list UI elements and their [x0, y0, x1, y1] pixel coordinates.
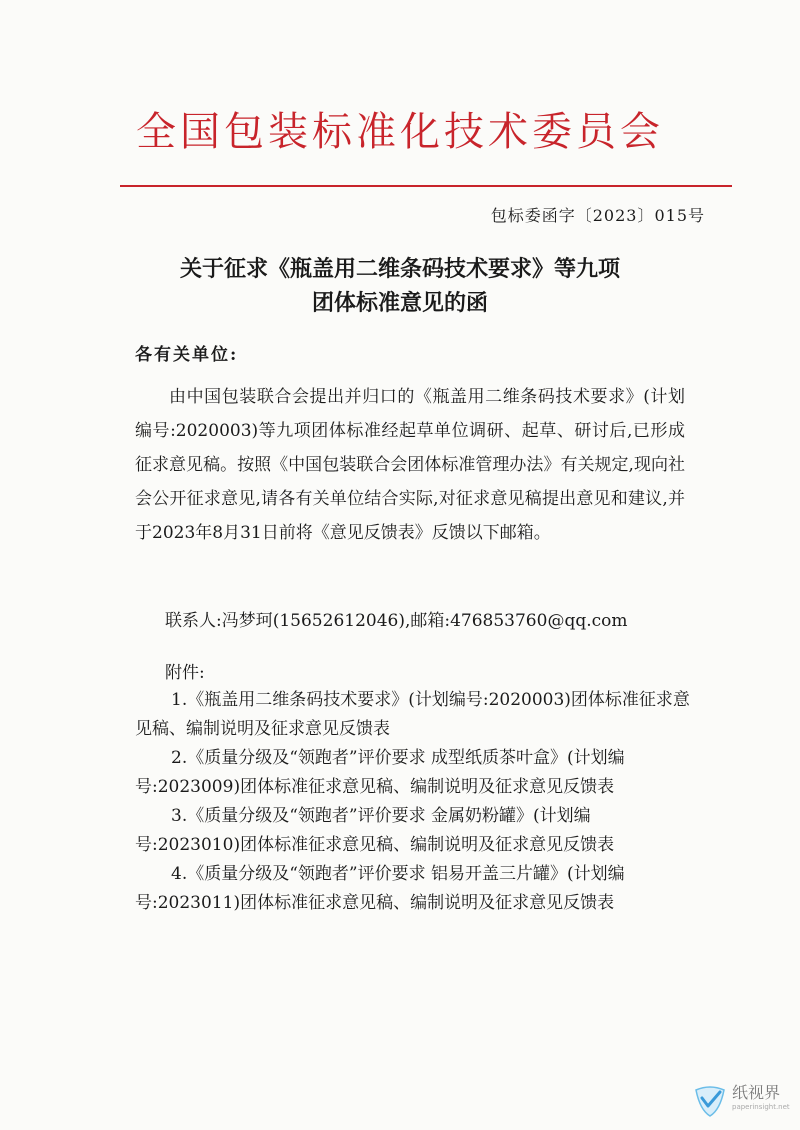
salutation: 各有关单位:: [135, 345, 239, 365]
watermark-name: 纸视界: [732, 1083, 781, 1102]
paperinsight-logo-icon: [690, 1080, 730, 1120]
attachments-list: [135, 686, 695, 918]
letter-body: 由中国包装联合会提出并归口的《瓶盖用二维条码技术要求》(计划编号:2020003)等九项团体标准经起草单位调研、起草、研讨后,已形成征求意见稿。按照《中国包装联合会团体标准管理办法》有关规定,现向社会公开征求意见,请各有关单位结合实际,对征求意见稿提出意见和建议,并于2023年8月31日前将《意见反馈表》反馈以下邮箱。: [135, 387, 685, 543]
document-number: 包标委函字〔2023〕015号: [490, 206, 705, 225]
watermark: [690, 1080, 790, 1120]
attachment-item-3: 3.《质量分级及“领跑者”评价要求 金属奶粉罐》(计划编号:2023010)团体标准征求意见稿、编制说明及征求意见反馈表: [135, 806, 615, 855]
attachment-item-4: 4.《质量分级及“领跑者”评价要求 铝易开盖三片罐》(计划编号:2023011)团体标准征求意见稿、编制说明及征求意见反馈表: [135, 864, 625, 913]
attachments-label: 附件:: [165, 663, 205, 683]
organization-header: 全国包装标准化技术委员会: [136, 109, 664, 155]
attachment-item-1: 1.《瓶盖用二维条码技术要求》(计划编号:2020003)团体标准征求意见稿、编制说明及征求意见反馈表: [135, 690, 690, 739]
title-line-2: 团体标准意见的函: [311, 291, 488, 316]
attachment-item-2: 2.《质量分级及“领跑者”评价要求 成型纸质茶叶盒》(计划编号:2023009)团体标准征求意见稿、编制说明及征求意见反馈表: [135, 748, 625, 797]
letter-title: [0, 253, 800, 321]
contact-info: 联系人:冯梦珂(15652612046),邮箱:476853760@qq.com: [165, 611, 628, 631]
watermark-site: paperinsight.net: [732, 1103, 790, 1111]
header-divider: [120, 185, 732, 187]
title-line-1: 关于征求《瓶盖用二维条码技术要求》等九项: [179, 257, 620, 282]
